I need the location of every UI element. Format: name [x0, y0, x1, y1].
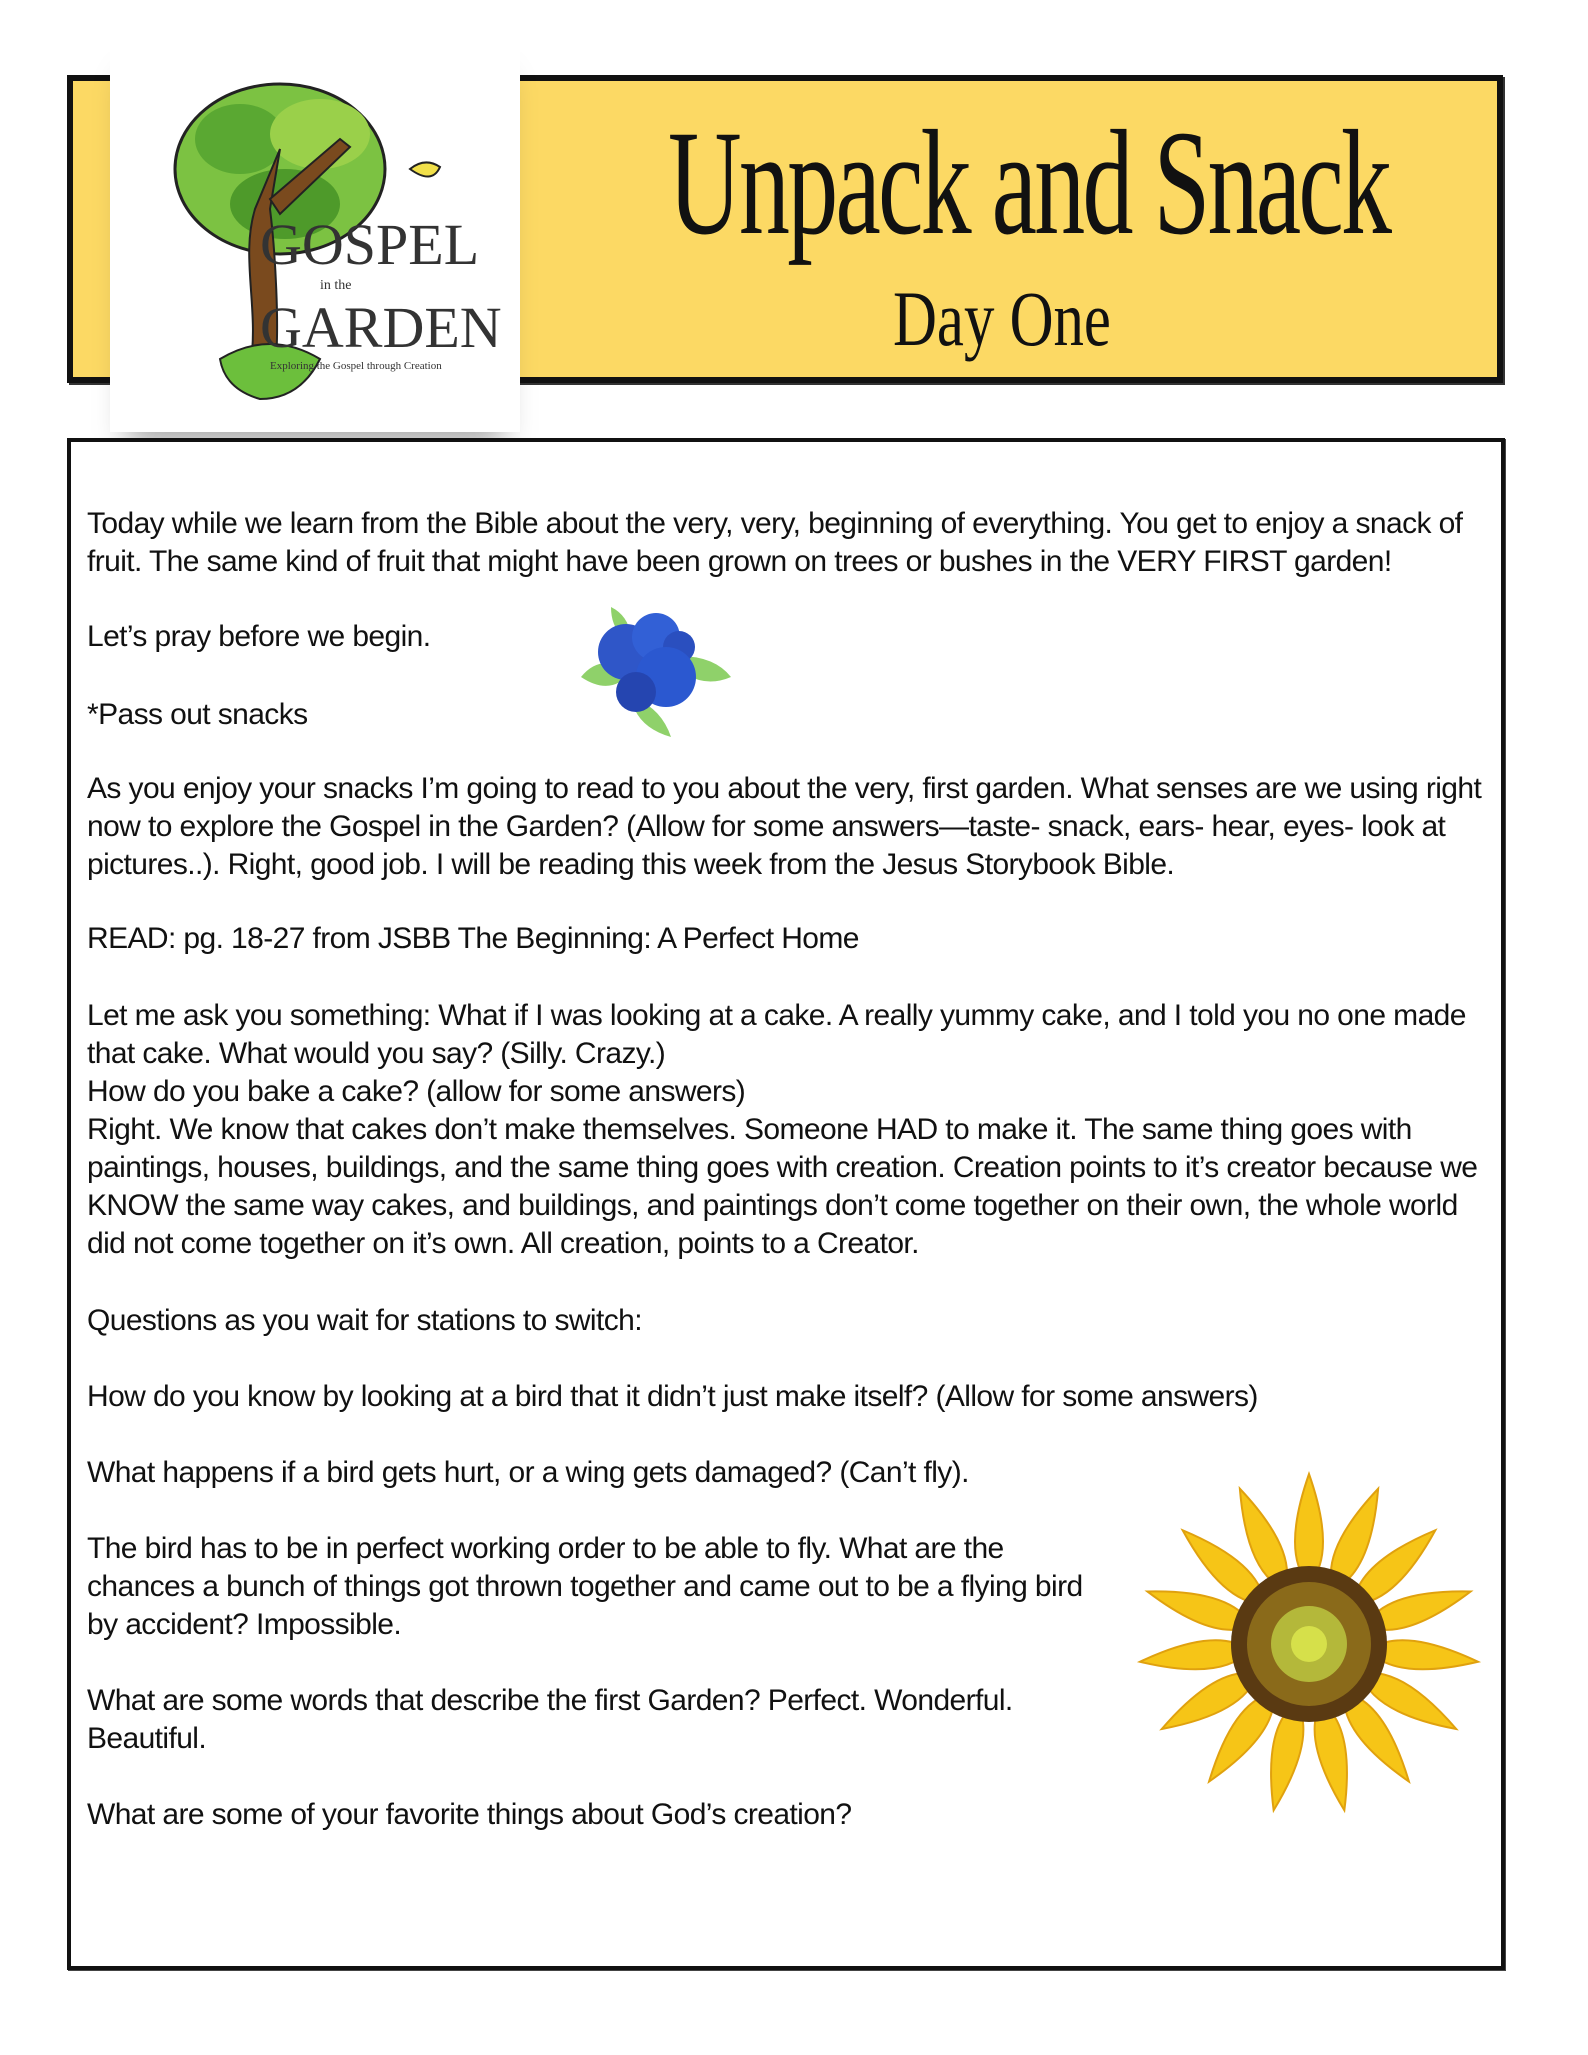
page-title: Unpack and Snack: [668, 100, 1390, 266]
paragraph-bird-perfect: The bird has to be in perfect working order to be able to fly. What are the chances a bunch of things got thrown together and came out to be a flying bird by accident? Impossible.: [87, 1532, 1083, 1641]
paragraph-favorite: What are some of your favorite things about God’s creation?: [87, 1798, 852, 1831]
blueberries-icon: [571, 597, 736, 737]
paragraph-cake: Let me ask you something: What if I was looking at a cake. A really yummy cake, and I told you no one made that cake. What would you say? (Silly. Crazy.): [87, 999, 1466, 1070]
tree-logo-icon: [110, 29, 520, 432]
sunflower-icon: [1131, 1466, 1487, 1823]
logo-text-gospel: GOSPEL: [260, 212, 480, 277]
logo-tagline: Exploring the Gospel through Creation: [270, 360, 442, 372]
logo: [110, 29, 520, 432]
page-subtitle: Day One: [893, 275, 1111, 362]
logo-text-in-the: in the: [320, 278, 352, 293]
paragraph-bird-question: How do you know by looking at a bird that it didn’t just make itself? (Allow for some answers): [87, 1380, 1258, 1413]
paragraph-senses: As you enjoy your snacks I’m going to read to you about the very, first garden. What senses are we using right now to explore the Gospel in the Garden? (Allow for some answers—taste- snack, ears- hear, eyes- look at pictures..). Right, good job. I will be reading this week from the Jesus Storybook Bible.: [87, 772, 1482, 881]
paragraph-garden-words: What are some words that describe the first Garden? Perfect. Wonderful. Beautiful.: [87, 1684, 1013, 1755]
paragraph-read: READ: pg. 18-27 from JSBB The Beginning: A Perfect Home: [87, 922, 859, 955]
logo-text-garden: GARDEN: [260, 295, 502, 360]
paragraph-questions: Questions as you wait for stations to switch:: [87, 1304, 642, 1337]
paragraph-creation: Right. We know that cakes don’t make themselves. Someone HAD to make it. The same thing goes with paintings, houses, buildings, and the same thing goes with creation. Creation points to it’s creator because we KNOW the same way cakes, and buildings, and paintings don’t come together on their own, the whole world did not come together on it’s own. All creation, points to a Creator.: [87, 1113, 1478, 1260]
paragraph-bird-hurt: What happens if a bird gets hurt, or a wing gets damaged? (Can’t fly).: [87, 1456, 969, 1489]
paragraph-bake: How do you bake a cake? (allow for some answers): [87, 1075, 746, 1108]
paragraph-pray: Let’s pray before we begin.: [87, 620, 431, 653]
paragraph-pass-snacks: *Pass out snacks: [87, 698, 308, 731]
paragraph-intro: Today while we learn from the Bible about the very, very, beginning of everything. You get to enjoy a snack of fruit. The same kind of fruit that might have been grown on trees or bushes in the VERY FIRST garden!: [87, 507, 1463, 578]
